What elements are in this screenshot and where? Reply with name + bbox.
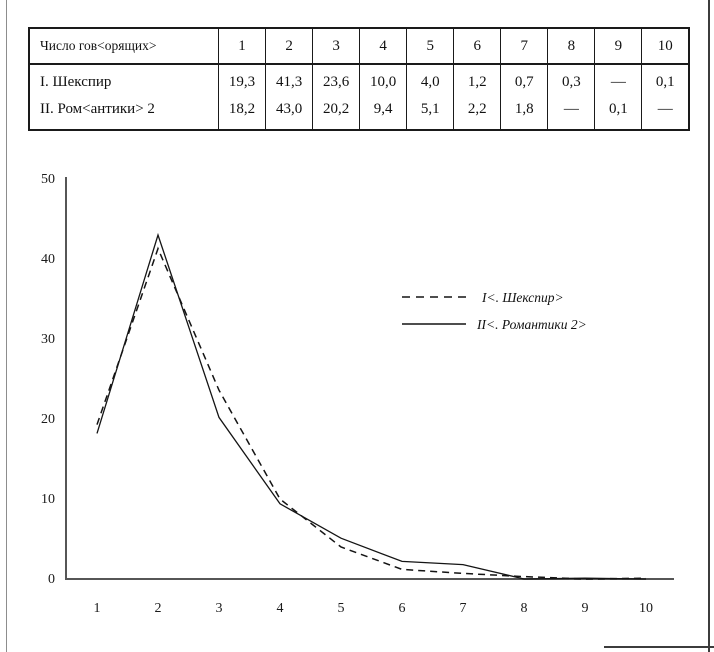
legend-label-romantics: II<. Романтики 2> bbox=[477, 317, 587, 332]
x-tick-10: 10 bbox=[639, 601, 653, 616]
table-col-header-10: 10 bbox=[642, 28, 689, 64]
value-romantics-3: 20,2 bbox=[322, 101, 350, 117]
table-col-header-6: 6 bbox=[454, 28, 501, 64]
value-romantics-4: 9,4 bbox=[373, 101, 393, 117]
x-tick-6: 6 bbox=[398, 601, 406, 616]
table-cell-col5 bbox=[407, 64, 454, 130]
y-tick-10: 10 bbox=[41, 492, 55, 507]
y-tick-0: 0 bbox=[48, 572, 55, 587]
value-shakespeare-6: 1,2 bbox=[467, 74, 487, 90]
table-cell-col6 bbox=[454, 64, 501, 130]
series-romantics-solid-line bbox=[97, 235, 646, 579]
table-col-header-1: 1 bbox=[219, 28, 266, 64]
value-romantics-10: — bbox=[657, 101, 673, 117]
y-tick-20: 20 bbox=[41, 412, 55, 427]
row-labels-cell bbox=[29, 64, 219, 130]
frequency-table bbox=[28, 27, 690, 131]
x-tick-4: 4 bbox=[276, 601, 284, 616]
row-label-shakespeare: I. Шекспир bbox=[40, 74, 112, 90]
table-col-header-3: 3 bbox=[313, 28, 360, 64]
value-shakespeare-4: 10,0 bbox=[370, 74, 397, 90]
page-frame-left-line bbox=[6, 0, 7, 652]
value-romantics-8: — bbox=[563, 101, 579, 117]
table-cell-col10 bbox=[642, 64, 689, 130]
table-cell-col1 bbox=[219, 64, 266, 130]
table-cell-col3 bbox=[313, 64, 360, 130]
x-tick-8: 8 bbox=[520, 601, 528, 616]
table-data-band bbox=[29, 64, 689, 130]
x-tick-2: 2 bbox=[154, 601, 162, 616]
value-romantics-2: 43,0 bbox=[275, 101, 303, 117]
value-romantics-5: 5,1 bbox=[420, 101, 440, 117]
x-tick-7: 7 bbox=[459, 601, 467, 616]
value-shakespeare-8: 0,3 bbox=[561, 74, 581, 90]
value-romantics-7: 1,8 bbox=[514, 101, 534, 117]
table-cell-col7 bbox=[501, 64, 548, 130]
table-col-header-8: 8 bbox=[548, 28, 595, 64]
table-col-header-5: 5 bbox=[407, 28, 454, 64]
table-col-header-7: 7 bbox=[501, 28, 548, 64]
y-tick-40: 40 bbox=[41, 252, 55, 267]
legend-label-shakespeare: I<. Шекспир> bbox=[482, 290, 564, 305]
value-romantics-9: 0,1 bbox=[609, 101, 628, 117]
x-tick-1: 1 bbox=[93, 601, 101, 616]
table-cell-col4 bbox=[360, 64, 407, 130]
y-tick-30: 30 bbox=[41, 332, 55, 347]
x-tick-9: 9 bbox=[581, 601, 589, 616]
value-shakespeare-7: 0,7 bbox=[514, 74, 534, 90]
value-shakespeare-5: 4,0 bbox=[420, 74, 440, 90]
table-col-header-9: 9 bbox=[595, 28, 642, 64]
table-col-header-4: 4 bbox=[360, 28, 407, 64]
value-romantics-1: 18,2 bbox=[228, 101, 256, 117]
table-cell-col2 bbox=[266, 64, 313, 130]
page-frame-right-line bbox=[708, 0, 710, 652]
x-tick-3: 3 bbox=[215, 601, 223, 616]
table-header-row bbox=[29, 28, 689, 64]
row-label-romantics: II. Ром<антики> 2 bbox=[40, 101, 155, 117]
table-header-speakers-label: Число гов<орящих> bbox=[29, 28, 219, 64]
table-col-header-2: 2 bbox=[266, 28, 313, 64]
value-romantics-6: 2,2 bbox=[467, 101, 487, 117]
value-shakespeare-2: 41,3 bbox=[275, 74, 303, 90]
value-shakespeare-3: 23,6 bbox=[322, 74, 350, 90]
x-tick-5: 5 bbox=[337, 601, 345, 616]
value-shakespeare-10: 0,1 bbox=[655, 74, 675, 90]
value-shakespeare-9: — bbox=[610, 74, 626, 90]
value-shakespeare-1: 19,3 bbox=[228, 74, 256, 90]
chart-legend bbox=[402, 290, 587, 332]
series-shakespeare-dashed-line bbox=[97, 249, 646, 579]
page-frame-bottom-line bbox=[604, 646, 714, 648]
table-cell-col8 bbox=[548, 64, 595, 130]
y-tick-50: 50 bbox=[41, 172, 55, 187]
table-cell-col9 bbox=[595, 64, 642, 130]
